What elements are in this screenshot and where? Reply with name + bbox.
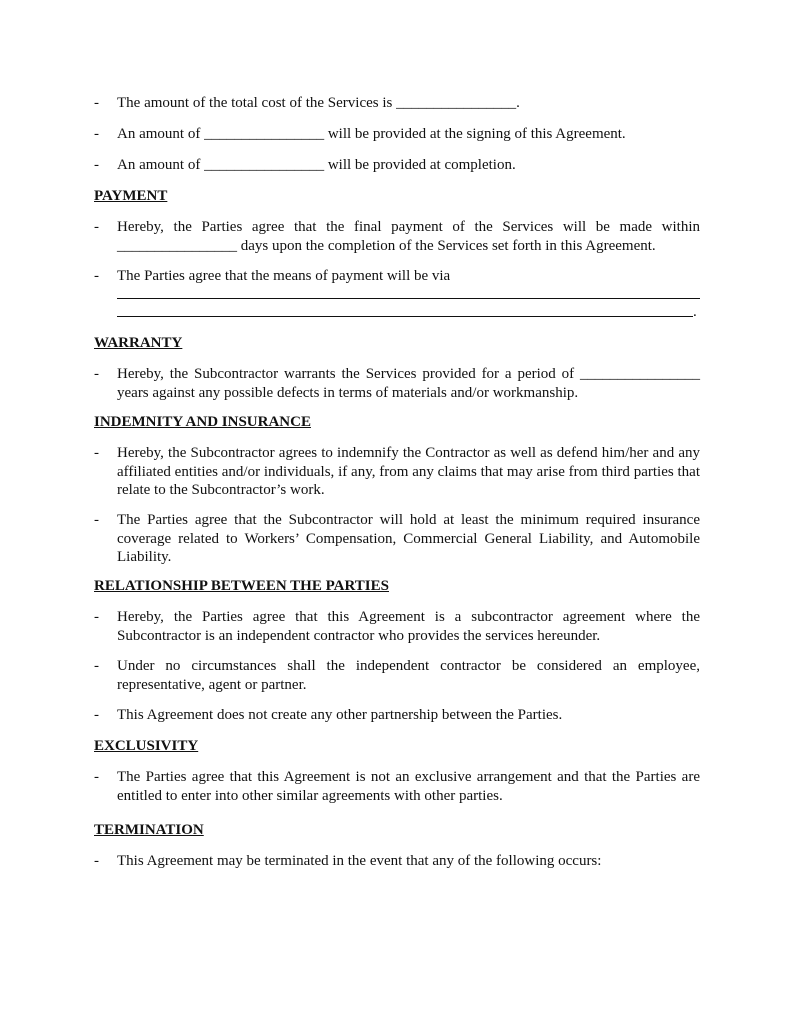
bullet-dash: - (94, 219, 99, 235)
exclusivity-heading: EXCLUSIVITY (94, 738, 199, 754)
payment-means-period: . (693, 304, 697, 320)
cost-total-text: The amount of the total cost of the Services is ________________. (117, 95, 520, 111)
cost-completion-text: An amount of ________________ will be provided at completion. (117, 157, 516, 173)
indemnity-item (94, 444, 700, 500)
bullet-dash: - (94, 126, 99, 142)
cost-completion-item (94, 156, 700, 175)
termination-text: This Agreement may be terminated in the event that any of the following occurs: (117, 853, 602, 869)
relationship-subcontractor-item (94, 608, 700, 645)
payment-means-blank-line-2 (117, 316, 693, 317)
bullet-dash: - (94, 707, 99, 723)
bullet-dash: - (94, 157, 99, 173)
bullet-dash: - (94, 95, 99, 111)
bullet-dash: - (94, 769, 99, 785)
warranty-text: Hereby, the Subcontractor warrants the Services provided for a period of ________________ years against any possible defects in terms of materials and/or workmanship. (117, 366, 700, 401)
relationship-subcontractor-text: Hereby, the Parties agree that this Agreement is a subcontractor agreement where the Subcontractor is an independent contractor who provides the services hereunder. (117, 609, 700, 644)
indemnity-text: Hereby, the Subcontractor agrees to indemnify the Contractor as well as defend him/her and any affiliated entities and/or individuals, if any, from any claims that may arise from third parties that relate to the Subcontractor’s work. (117, 445, 700, 498)
cost-total-item (94, 94, 700, 113)
exclusivity-item (94, 768, 700, 805)
insurance-text: The Parties agree that the Subcontractor will hold at least the minimum required insurance coverage related to Workers’ Compensation, Commercial General Liability, and Automobile Liability. (117, 512, 700, 565)
indemnity-heading: INDEMNITY AND INSURANCE (94, 414, 311, 430)
bullet-dash: - (94, 366, 99, 382)
relationship-no-partnership-item (94, 706, 700, 725)
payment-means-text: The Parties agree that the means of payment will be via (117, 268, 451, 284)
bullet-dash: - (94, 268, 99, 284)
exclusivity-text: The Parties agree that this Agreement is not an exclusive arrangement and that the Parties are entitled to enter into other similar agreements with other parties. (117, 769, 700, 804)
bullet-dash: - (94, 512, 99, 528)
relationship-not-employee-item (94, 657, 700, 694)
warranty-item (94, 365, 700, 402)
payment-means-blank-line-1 (117, 298, 700, 299)
cost-signing-text: An amount of ________________ will be provided at the signing of this Agreement. (117, 126, 626, 142)
payment-means-item (94, 267, 700, 286)
payment-final-text: Hereby, the Parties agree that the final payment of the Services will be made within ________________ days upon the completion of the Services set forth in this Agreement. (117, 219, 700, 254)
relationship-not-employee-text: Under no circumstances shall the independent contractor be considered an employee, representative, agent or partner. (117, 658, 700, 693)
bullet-dash: - (94, 658, 99, 674)
termination-item (94, 852, 700, 871)
insurance-item (94, 511, 700, 567)
bullet-dash: - (94, 445, 99, 461)
bullet-dash: - (94, 853, 99, 869)
payment-final-item (94, 218, 700, 255)
warranty-heading: WARRANTY (94, 335, 183, 351)
relationship-no-partnership-text: This Agreement does not create any other partnership between the Parties. (117, 707, 563, 723)
payment-heading: PAYMENT (94, 188, 168, 204)
termination-heading: TERMINATION (94, 822, 204, 838)
cost-signing-item (94, 125, 700, 144)
bullet-dash: - (94, 609, 99, 625)
relationship-heading: RELATIONSHIP BETWEEN THE PARTIES (94, 578, 389, 594)
